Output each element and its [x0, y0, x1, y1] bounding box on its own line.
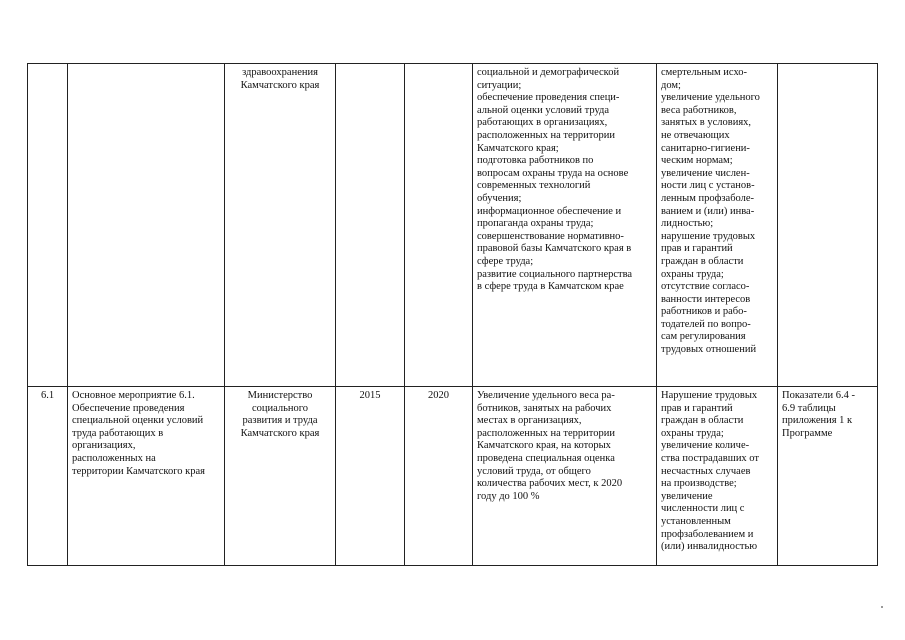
cell-year-end	[405, 64, 473, 387]
cell-indicators: Показатели 6.4 - 6.9 таблицы приложения 1 к Программе	[778, 387, 878, 566]
cell-consequences: смертельным исхо- дом; увеличение удельного веса работников, занятых в условиях, не отвечающих санитарно-гигиени- ческим нормам; увеличение числен- ности лиц с установ- ленным профзаболе- ванием и (или) инва- лидностью; нарушение трудовых прав и гарантий граждан в области охраны труда; отсутствие согласо- ванности интересов работников и рабо- тодателей по вопро- сам регулирования трудовых отношений	[657, 64, 778, 387]
cell-responsible: здравоохранения Камчатского края	[225, 64, 336, 387]
program-table	[27, 63, 878, 566]
cell-activity-name: Основное мероприятие 6.1. Обеспечение проведения специальной оценки условий труда работающих в организациях, расположенных на территории Камчатского края	[68, 387, 225, 566]
cell-number: 6.1	[28, 387, 68, 566]
cell-number	[28, 64, 68, 387]
cell-expected-result: социальной и демографической ситуации; обеспечение проведения специ- альной оценки условий труда работающих в организациях, расположенных на территории Камчатского края; подготовка работников по вопросам охраны труда на основе современных технологий обучения; информационное обеспечение и пропаганда охраны труда; совершенствование нормативно- правовой базы Камчатского края в сфере труда; развитие социального партнерства в сфере труда в Камчатском крае	[473, 64, 657, 387]
cell-activity-name	[68, 64, 225, 387]
cell-year-start	[336, 64, 405, 387]
cell-year-end: 2020	[405, 387, 473, 566]
cell-expected-result: Увеличение удельного веса ра- ботников, занятых на рабочих местах в организациях, расположенных на территории Камчатского края, на которых проведена специальная оценка условий труда, от общего количества рабочих мест, к 2020 году до 100 %	[473, 387, 657, 566]
scan-speck	[881, 606, 883, 608]
table-row	[28, 64, 878, 387]
cell-year-start: 2015	[336, 387, 405, 566]
cell-responsible: Министерство социального развития и труда Камчатского края	[225, 387, 336, 566]
cell-indicators	[778, 64, 878, 387]
cell-consequences: Нарушение трудовых прав и гарантий граждан в области охраны труда; увеличение количе- ства пострадавших от несчастных случаев на производстве; увеличение численности лиц с установленным профзаболеванием и (или) инвалидностью	[657, 387, 778, 566]
table-row	[28, 387, 878, 566]
